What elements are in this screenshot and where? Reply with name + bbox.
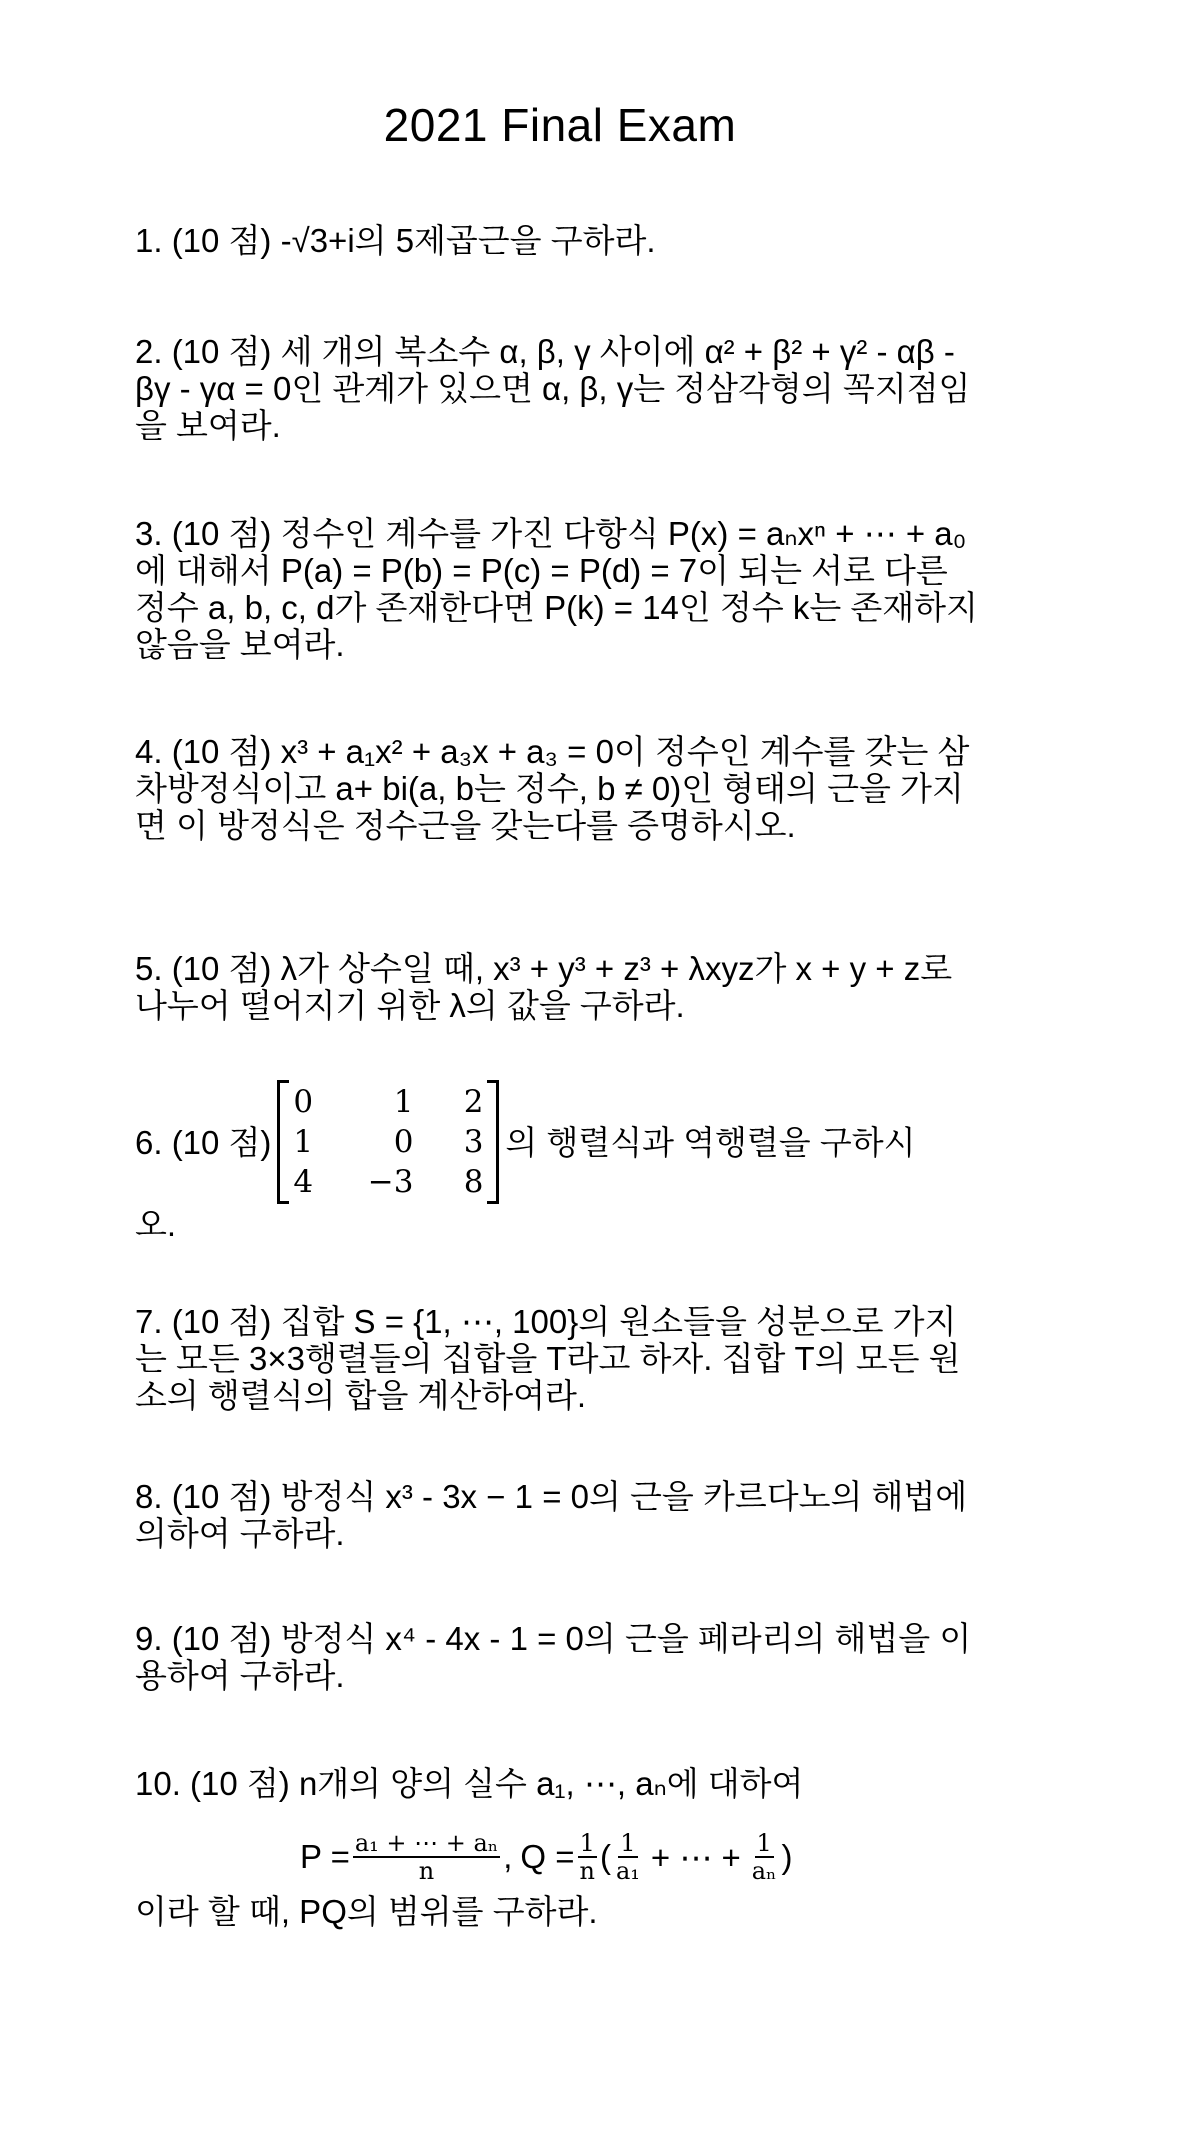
pq-formula [300,1830,793,1884]
problem-8 [135,1478,985,1552]
problem-text: 4. (10 점) x³ + a₁x² + a₃x + a₃ = 0이 정수인 계수를 갖는 삼차방정식이고 a+ bi(a, b는 정수, b ≠ 0)인 형태의 근을 가지면 이 방정식은 정수근을 갖는다를 증명하시오. [135,733,970,844]
matrix-cell: 1 [293,1123,314,1160]
p-fraction [353,1830,500,1884]
problem-text: 10. (10 점) n개의 양의 실수 a₁, ⋯, aₙ에 대하여 [135,1765,804,1802]
open-paren: ( [599,1838,611,1875]
problem-text: 2. (10 점) 세 개의 복소수 α, β, γ 사이에 α² + β² + γ² - αβ - βγ - γα = 0인 관계가 있으면 α, β, γ는 정삼각형의 꼭지점임을 보여라. [135,333,971,444]
matrix-right-bracket [487,1080,499,1204]
problem-9 [135,1620,985,1694]
problem-5 [135,950,985,1024]
problem-2 [135,333,985,444]
p-numerator: a₁ + ⋯ + aₙ [354,1829,499,1857]
formula-separator: , [503,1838,513,1875]
problem-text: 5. (10 점) λ가 상수일 때, x³ + y³ + z³ + λxyz가 x + y + z로 나누어 떨어지기 위한 λ의 값을 구하라. [135,950,953,1024]
problem-3 [135,515,985,663]
matrix-cell: 2 [463,1083,484,1120]
problem-1 [135,222,985,259]
problem-text: 9. (10 점) 방정식 x⁴ - 4x - 1 = 0의 근을 페라리의 해법을 이용하여 구하라. [135,1620,972,1694]
problem-text: 3. (10 점) 정수인 계수를 가진 다항식 P(x) = aₙxⁿ + ⋯ + a₀에 대해서 P(a) = P(b) = P(c) = P(d) = 7이 되는 서로 다른 정수 a, b, c, d가 존재한다면 P(k) = 14인 정수 k는 존재하지 않음을 보여라. [135,515,978,663]
matrix-left-bracket [277,1080,289,1204]
q-term-2-numerator: 1 [756,1829,772,1857]
problem-10 [135,1765,985,1802]
close-paren: ) [781,1838,793,1875]
matrix-cell: 8 [463,1163,484,1200]
matrix-cell: 1 [393,1083,414,1120]
q-term-1 [614,1830,642,1884]
problem-tail: 이라 할 때, PQ의 범위를 구하라. [135,1893,598,1930]
q-term-2 [750,1830,779,1884]
problem-prefix: 6. (10 점) [135,1123,272,1161]
q-term-2-denominator: aₙ [751,1857,777,1885]
q-coef-numerator: 1 [579,1829,595,1857]
q-coef-denominator: n [579,1857,595,1885]
matrix-cell: 4 [293,1163,314,1200]
page-title: 2021 Final Exam [383,99,737,151]
problem-text: 1. (10 점) -√3+i의 5제곱근을 구하라. [135,222,656,259]
p-denominator: n [418,1857,435,1885]
q-label: Q = [520,1838,575,1875]
matrix-cell: 0 [393,1123,414,1160]
matrix-cell: −3 [367,1163,414,1200]
matrix-grid [289,1080,487,1204]
problem-6-line [135,1080,985,1204]
matrix [277,1080,499,1204]
problem-7 [135,1303,985,1414]
matrix-cell: 3 [463,1123,484,1160]
q-coefficient [578,1830,597,1884]
problem-suffix: 의 행렬식과 역행렬을 구하시 [505,1123,916,1161]
matrix-cell: 0 [293,1083,314,1120]
q-term-1-denominator: a₁ [615,1857,640,1885]
q-term-1-numerator: 1 [620,1829,636,1857]
problem-tail: 오. [135,1206,177,1243]
problem-6 [135,1080,985,1243]
problem-4 [135,733,985,844]
p-label: P = [300,1838,350,1875]
problem-text: 8. (10 점) 방정식 x³ - 3x − 1 = 0의 근을 카르다노의 해법에 의하여 구하라. [135,1478,968,1552]
problem-10-tail [135,1893,985,1930]
plus-dots: + ⋯ + [650,1838,741,1876]
problem-text: 7. (10 점) 집합 S = {1, ⋯, 100}의 원소들을 성분으로 가지는 모든 3×3행렬들의 집합을 T라고 하자. 집합 T의 모든 원소의 행렬식의 합을 계산하여라. [135,1303,961,1414]
